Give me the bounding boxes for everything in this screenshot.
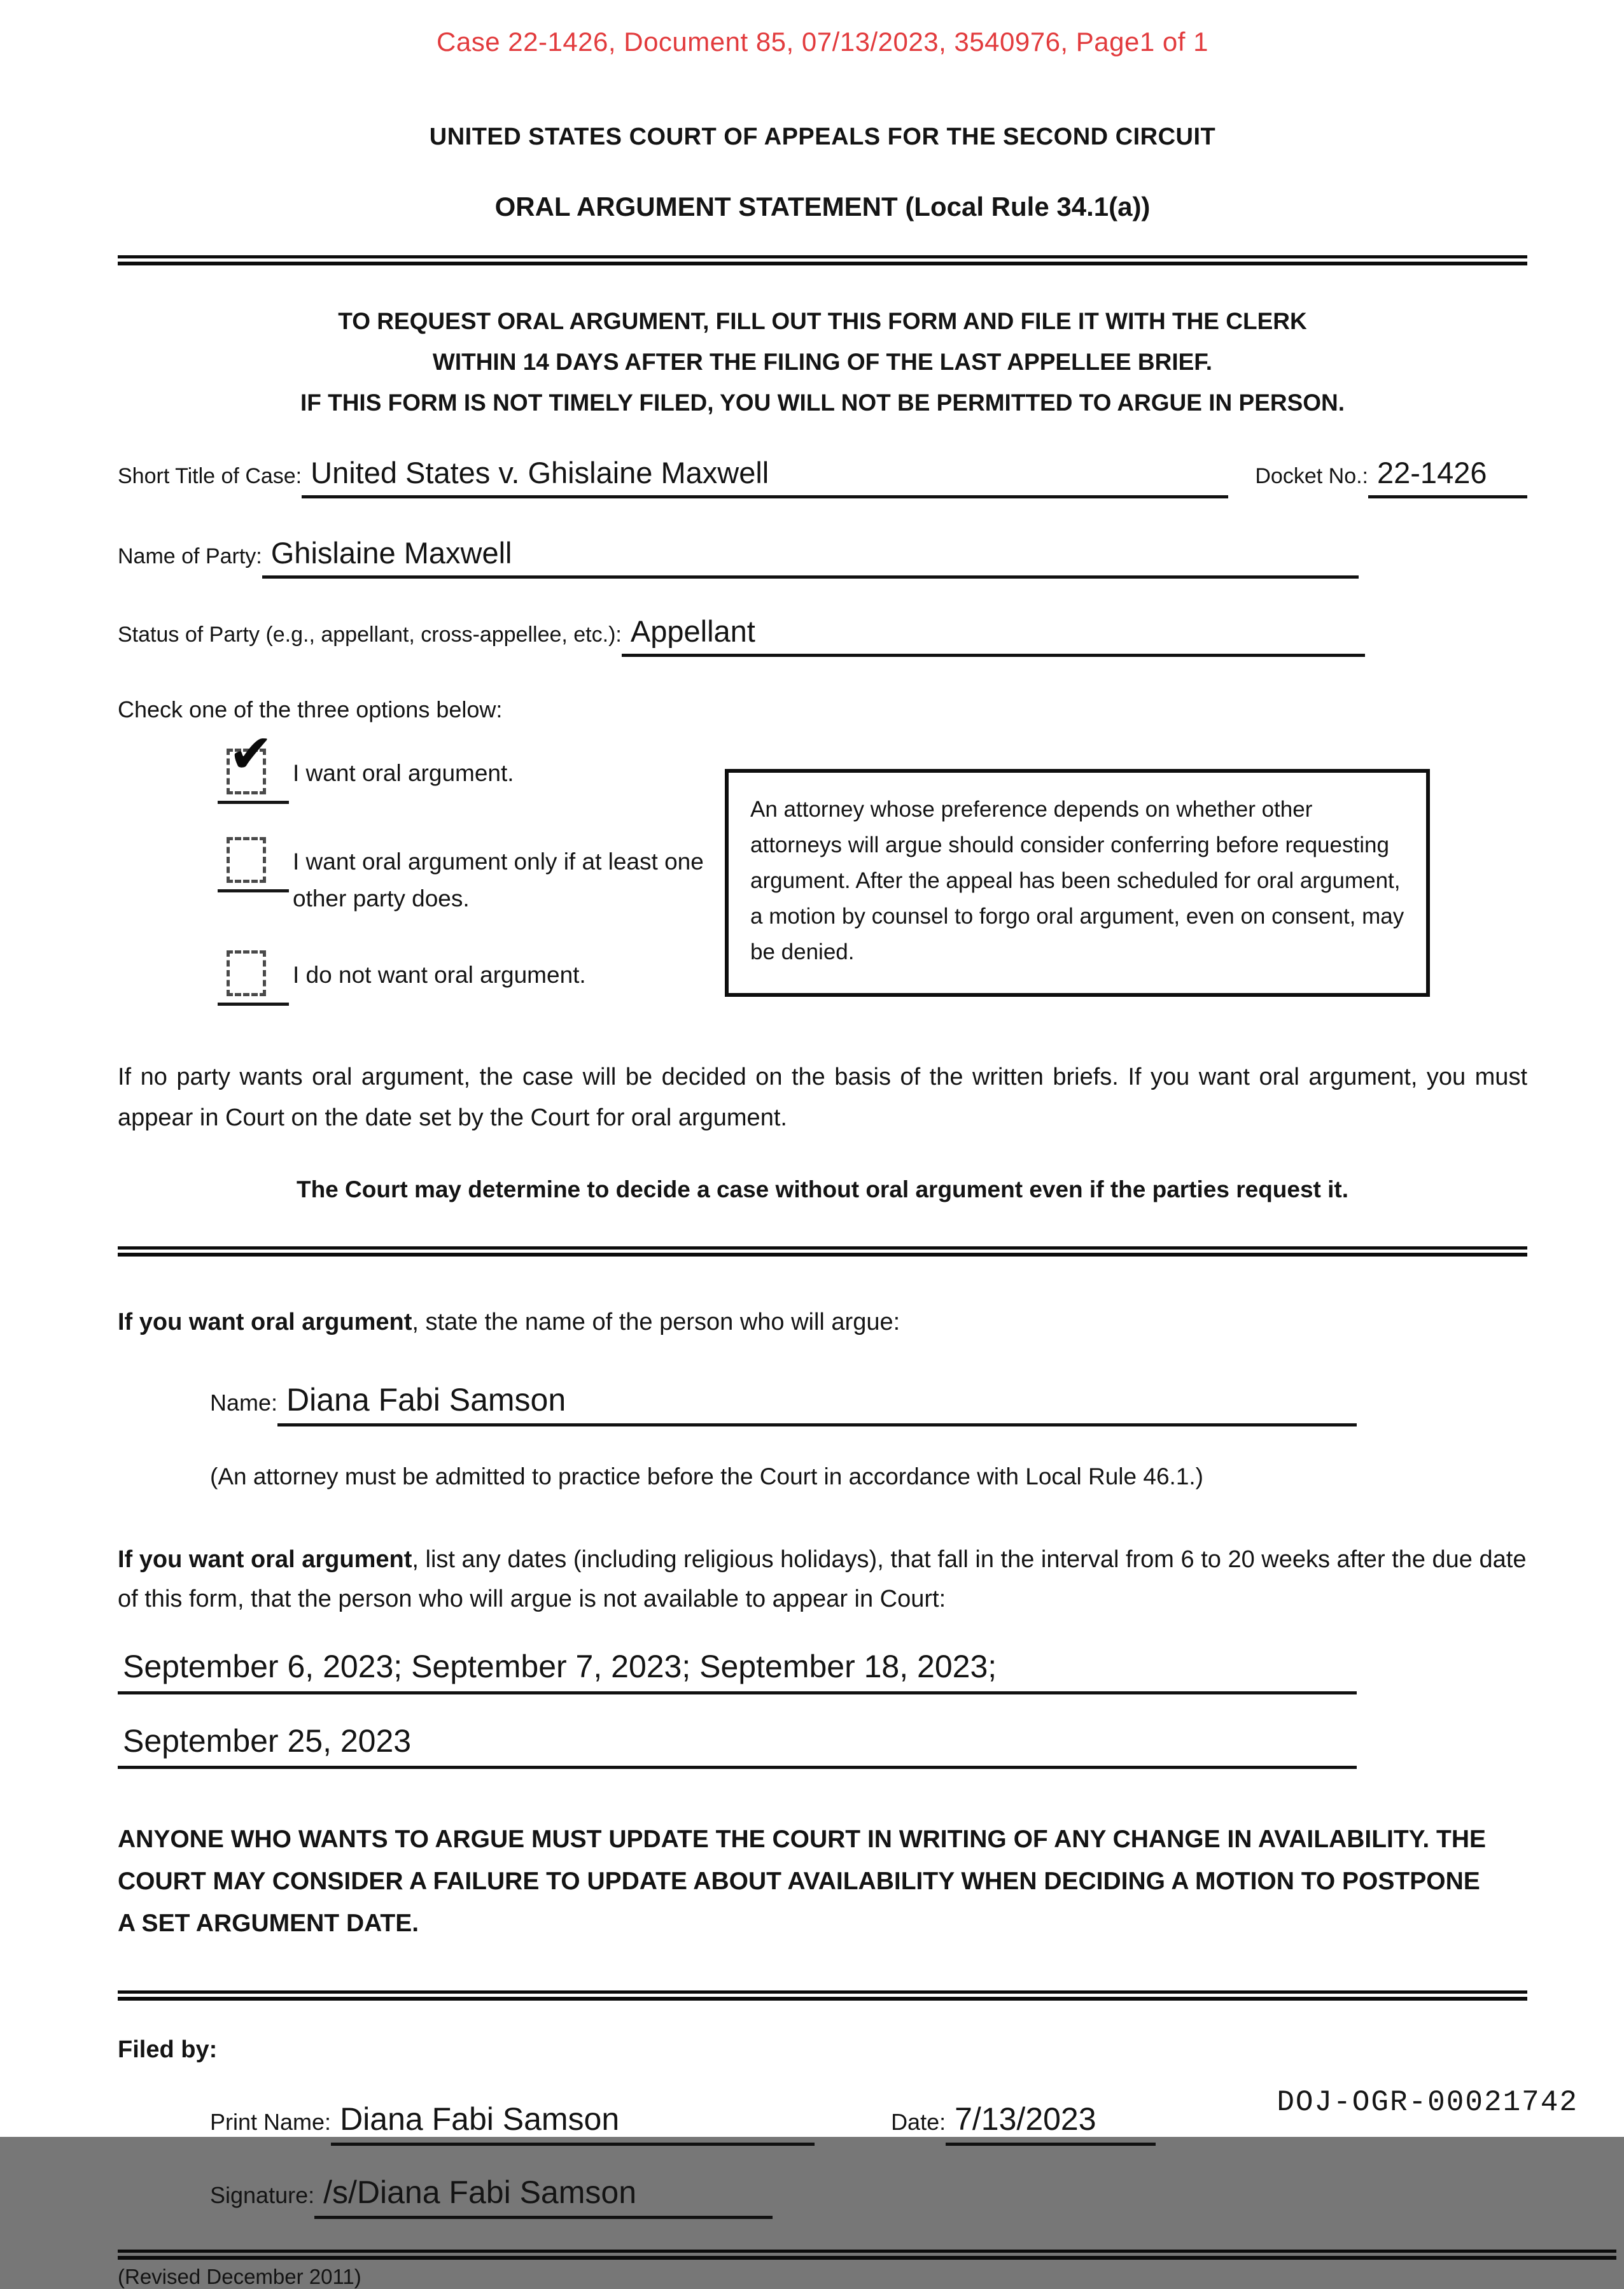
checkbox-want-oral-argument (210, 722, 293, 804)
print-name-value: Diana Fabi Samson (331, 2101, 815, 2146)
section-divider (118, 255, 1527, 265)
option-do-not-want (210, 950, 722, 1006)
docket-no-value: 22-1426 (1368, 455, 1527, 498)
option-want-oral-argument (210, 722, 722, 804)
checkbox-underline (218, 1003, 289, 1006)
instruction-line-2: WITHIN 14 DAYS AFTER THE FILING OF THE LAST APPELLEE BRIEF. (432, 349, 1213, 375)
checkbox-do-not-want (210, 950, 293, 1006)
unavailable-dates-line-2: September 25, 2023 (118, 1722, 1357, 1769)
checkbox-box-icon (227, 722, 274, 794)
checkbox-underline (218, 889, 289, 892)
form-title: ORAL ARGUMENT STATEMENT (Local Rule 34.1(a)) (494, 192, 1151, 222)
arguer-lead-rest: , state the name of the person who will argue: (412, 1309, 900, 1335)
option-label: I want oral argument. (293, 760, 514, 786)
arguer-name-value: Diana Fabi Samson (277, 1381, 1357, 1426)
short-title-value: United States v. Ghislaine Maxwell (302, 455, 1228, 498)
party-name-row (118, 535, 1359, 579)
checkbox-box-icon (227, 950, 266, 996)
date-value: 7/13/2023 (946, 2101, 1156, 2146)
court-may-determine-note: The Court may determine to decide a case without oral argument even if the parties request it. (296, 1176, 1349, 1202)
short-title-row (118, 455, 1527, 498)
arguer-name-row (210, 1381, 1357, 1426)
filed-by-label: Filed by: (118, 2036, 218, 2063)
filing-instructions (118, 301, 1527, 423)
instruction-line-3: IF THIS FORM IS NOT TIMELY FILED, YOU WILL NOT BE PERMITTED TO ARGUE IN PERSON. (300, 390, 1345, 416)
unavailable-dates-line-1: September 6, 2023; September 7, 2023; September 18, 2023; (118, 1648, 1357, 1694)
checkbox-underline (218, 801, 289, 804)
section-divider (118, 1990, 1527, 2001)
instruction-line-1: TO REQUEST ORAL ARGUMENT, FILL OUT THIS FORM AND FILE IT WITH THE CLERK (338, 308, 1307, 334)
no-party-paragraph: If no party wants oral argument, the case will be decided on the basis of the written briefs. If you want oral argument, you must appear in Court on the date set by the Court for oral argument. (118, 1064, 1527, 1131)
dates-lead-rest: , list any dates (including religious holidays), that fall in the interval from 6 to 20 weeks after the due date of this form, that the person who will argue is not available to appear in Court: (118, 1546, 1527, 1612)
party-status-label: Status of Party (e.g., appellant, cross-appellee, etc.): (118, 623, 622, 647)
party-name-value: Ghislaine Maxwell (262, 535, 1359, 579)
signature-row (210, 2174, 1527, 2219)
checkbox-want-only-if-other-party (210, 837, 293, 892)
date-label: Date: (891, 2109, 946, 2135)
section-divider (118, 2250, 1616, 2260)
party-status-value: Appellant (622, 614, 1365, 657)
party-name-label: Name of Party: (118, 544, 262, 568)
checkbox-box-icon (227, 837, 266, 883)
section-divider (118, 1246, 1527, 1257)
option-label: I do not want oral argument. (293, 962, 586, 988)
check-mark-icon: ✔ (228, 722, 274, 785)
doj-bates-stamp: DOJ-OGR-00021742 (1277, 2086, 1578, 2119)
options-section (118, 722, 1527, 1039)
arguer-lead-paragraph (118, 1302, 1527, 1342)
option-want-only-if-other-party (210, 837, 722, 917)
print-name-label: Print Name: (210, 2109, 332, 2135)
dates-lead-paragraph (118, 1540, 1527, 1619)
options-list (118, 722, 722, 1039)
docket-no-label: Docket No.: (1255, 464, 1368, 488)
signature-value: /s/Diana Fabi Samson (314, 2174, 773, 2219)
short-title-label: Short Title of Case: (118, 464, 302, 488)
option-label: I want oral argument only if at least one other party does. (293, 849, 704, 912)
arguer-name-label: Name: (210, 1390, 278, 1416)
party-status-row (118, 614, 1365, 657)
admitted-to-practice-note: (An attorney must be admitted to practice before the Court in accordance with Local Rule 46.1.) (210, 1463, 1203, 1490)
arguer-lead-bold: If you want oral argument (118, 1309, 412, 1335)
attorney-conferring-note-box: An attorney whose preference depends on whether other attorneys will argue should consider conferring before requesting argument. After the appeal has been scheduled for oral argument, a motion by counsel to forgo oral argument, even on consent, may be denied. (725, 769, 1430, 997)
availability-warning: ANYONE WHO WANTS TO ARGUE MUST UPDATE THE COURT IN WRITING OF ANY CHANGE IN AVAILABILITY. THE COURT MAY CONSIDER A FAILURE TO UPDATE ABOUT AVAILABILITY WHEN DECIDING A MOTION TO POSTPONE A SET ARGUMENT DATE. (118, 1826, 1487, 1937)
case-stamp-header: Case 22-1426, Document 85, 07/13/2023, 3540976, Page1 of 1 (437, 27, 1208, 57)
dates-lead-bold: If you want oral argument (118, 1546, 412, 1573)
options-prompt: Check one of the three options below: (118, 696, 503, 722)
revision-note: (Revised December 2011) (118, 2265, 361, 2288)
signature-label: Signature: (210, 2182, 315, 2208)
court-title: UNITED STATES COURT OF APPEALS FOR THE SECOND CIRCUIT (429, 123, 1216, 150)
